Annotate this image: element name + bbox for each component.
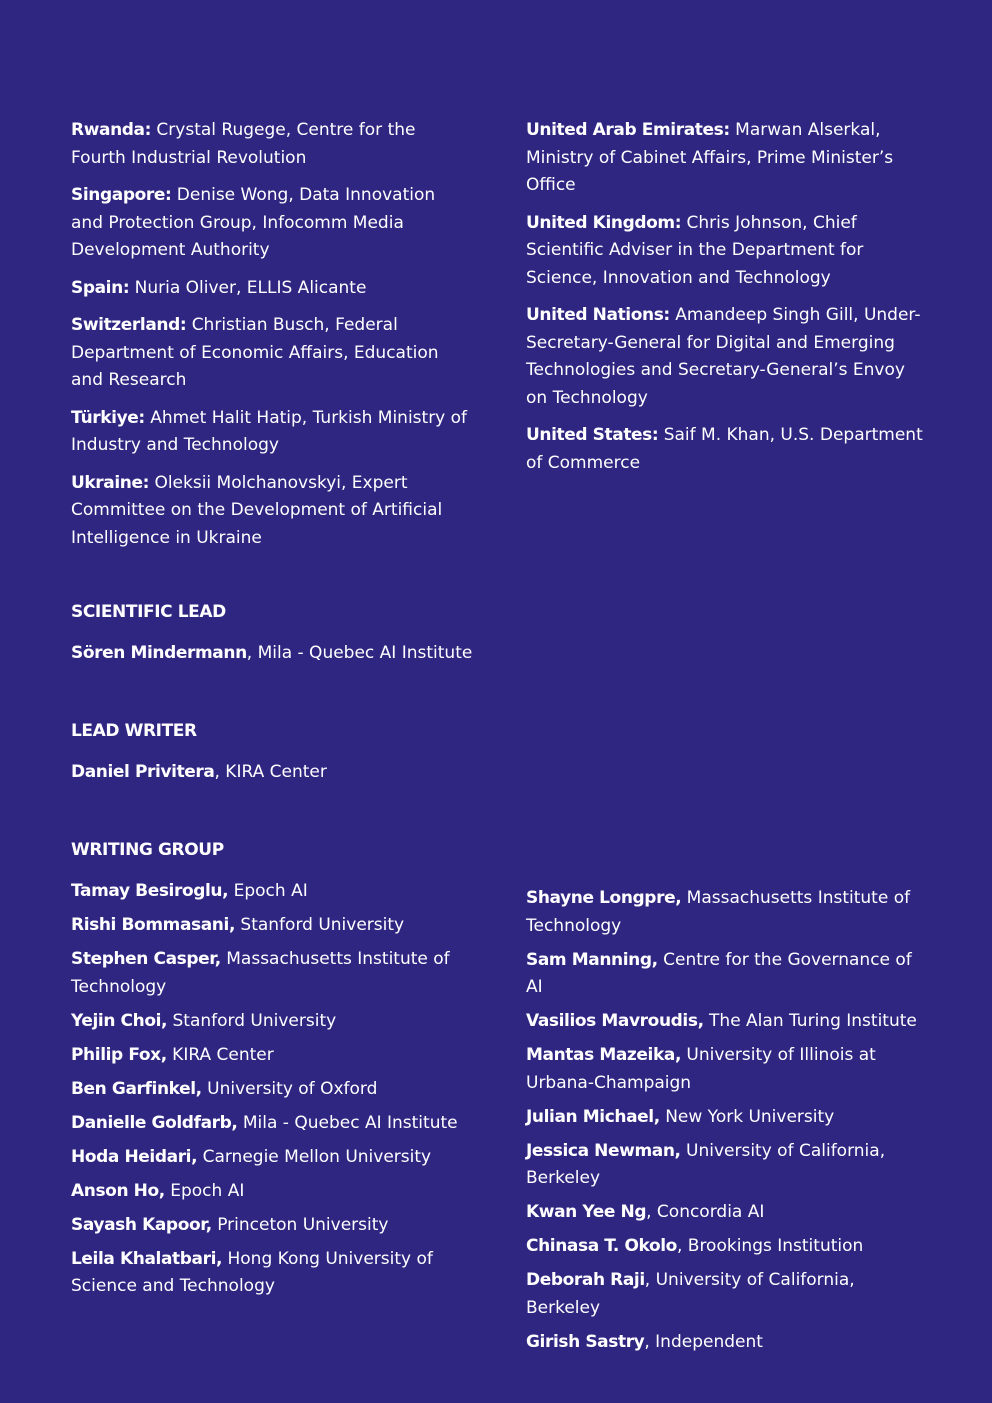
lead-writer-name: Daniel Privitera	[71, 762, 215, 782]
list-item	[526, 422, 926, 477]
list-item	[71, 1246, 471, 1301]
entry-name: Shayne Longpre,	[526, 888, 682, 908]
entry-affiliation: University of Oxford	[207, 1078, 378, 1099]
entry-affiliation: Hong Kong University of Science and Technology	[71, 1248, 433, 1296]
entry-name: Singapore:	[71, 185, 172, 205]
entry-affiliation: New York University	[665, 1106, 835, 1127]
list-item	[71, 1042, 471, 1070]
scientific-lead-entry	[71, 640, 531, 668]
entry-affiliation: Massachusetts Institute of Technology	[526, 888, 911, 936]
list-item	[526, 1329, 926, 1357]
entry-name: Deborah Raji	[526, 1270, 645, 1290]
entry-name: Ukraine:	[71, 472, 150, 493]
lead-writer-heading: LEAD WRITER	[71, 721, 197, 741]
entry-affiliation: , Concordia AI	[646, 1202, 765, 1222]
entry-name: United Nations:	[526, 305, 670, 325]
entry-name: Philip Fox,	[71, 1044, 167, 1065]
entry-affiliation: Oleksii Molchanovskyi, Expert Committee on the Development of Artificial Intelligence in Ukraine	[71, 472, 443, 548]
list-item	[526, 1233, 926, 1261]
entry-name: United States:	[526, 425, 659, 445]
entry-affiliation: Ahmet Halit Hatip, Turkish Ministry of Industry and Technology	[71, 407, 468, 455]
list-item	[526, 1042, 926, 1097]
list-item	[526, 117, 926, 200]
list-item	[71, 1144, 471, 1172]
list-item	[71, 117, 471, 172]
entry-name: Ben Garfinkel,	[71, 1078, 202, 1099]
entry-name: Türkiye:	[71, 407, 145, 428]
entry-affiliation: Stanford University	[240, 915, 405, 935]
list-item	[526, 1008, 926, 1036]
entry-affiliation: KIRA Center	[172, 1044, 274, 1065]
list-item	[71, 1076, 471, 1104]
entry-affiliation: , Brookings Institution	[676, 1236, 864, 1256]
entry-affiliation: Princeton University	[217, 1214, 389, 1235]
entry-affiliation: Stanford University	[172, 1010, 337, 1031]
country-reps-left	[71, 117, 471, 562]
entry-affiliation: Nuria Oliver, ELLIS Alicante	[134, 277, 367, 298]
entry-affiliation: The Alan Turing Institute	[709, 1011, 917, 1031]
list-item	[71, 182, 471, 265]
scientific-lead-heading: SCIENTIFIC LEAD	[71, 602, 226, 622]
entry-affiliation: Chris Johnson, Chief Scientific Adviser in the Department for Science, Innovation and Technology	[526, 212, 864, 288]
entry-affiliation: , University of California, Berkeley	[526, 1270, 855, 1318]
entry-name: Jessica Newman,	[526, 1140, 681, 1161]
list-item	[71, 878, 471, 906]
entry-affiliation: Christian Busch, Federal Department of Economic Affairs, Education and Research	[71, 315, 439, 390]
entry-affiliation: Crystal Rugege, Centre for the Fourth Industrial Revolution	[71, 120, 416, 168]
entry-affiliation: Massachusetts Institute of Technology	[71, 949, 450, 997]
entry-affiliation: University of Illinois at Urbana-Champaign	[526, 1045, 876, 1093]
entry-affiliation: Saif M. Khan, U.S. Department of Commerce	[526, 425, 923, 473]
entry-affiliation: , Independent	[644, 1331, 763, 1352]
scientific-lead-affiliation: , Mila - Quebec AI Institute	[246, 643, 473, 663]
list-item	[71, 1008, 471, 1036]
entry-affiliation: Marwan Alserkal, Ministry of Cabinet Affairs, Prime Minister’s Office	[526, 120, 894, 195]
entry-affiliation: Carnegie Mellon University	[202, 1146, 432, 1167]
entry-affiliation: Epoch AI	[170, 1180, 245, 1201]
list-item	[71, 275, 471, 303]
entry-affiliation: Centre for the Governance of AI	[526, 949, 912, 997]
entry-name: Sayash Kapoor,	[71, 1214, 212, 1235]
list-item	[71, 470, 471, 553]
entry-name: Anson Ho,	[71, 1180, 165, 1201]
entry-name: Switzerland:	[71, 315, 187, 335]
entry-name: Spain:	[71, 277, 130, 298]
entry-name: Hoda Heidari,	[71, 1146, 198, 1167]
country-reps-right	[526, 117, 926, 487]
entry-name: Girish Sastry	[526, 1331, 645, 1352]
entry-name: United Arab Emirates:	[526, 120, 730, 140]
entry-name: Yejin Choi,	[71, 1010, 168, 1031]
list-item	[526, 210, 926, 293]
list-item	[71, 312, 471, 395]
entry-name: United Kingdom:	[526, 212, 682, 233]
entry-name: Chinasa T. Okolo	[526, 1236, 677, 1256]
entry-name: Sam Manning,	[526, 949, 658, 970]
writing-group-right	[526, 885, 926, 1363]
entry-name: Leila Khalatbari,	[71, 1248, 223, 1269]
entry-name: Tamay Besiroglu,	[71, 881, 229, 901]
list-item	[71, 405, 471, 460]
entry-affiliation: Amandeep Singh Gill, Under-Secretary-General for Digital and Emerging Technologies and Secretary-General’s Envoy on Technology	[526, 305, 921, 408]
list-item	[526, 1104, 926, 1132]
list-item	[526, 1199, 926, 1227]
entry-affiliation: Mila - Quebec AI Institute	[242, 1112, 458, 1133]
list-item	[71, 1212, 471, 1240]
writing-group-left	[71, 878, 471, 1307]
list-item	[71, 946, 471, 1001]
scientific-lead-name: Sören Mindermann	[71, 643, 247, 663]
writing-group-heading: WRITING GROUP	[71, 840, 224, 860]
entry-name: Mantas Mazeika,	[526, 1045, 682, 1065]
entry-name: Kwan Yee Ng	[526, 1202, 647, 1222]
entry-name: Stephen Casper,	[71, 949, 221, 969]
list-item	[526, 1138, 926, 1193]
entry-name: Rwanda:	[71, 120, 152, 140]
list-item	[526, 302, 926, 412]
list-item	[71, 1110, 471, 1138]
entry-affiliation: Epoch AI	[233, 881, 308, 901]
list-item	[71, 912, 471, 940]
list-item	[526, 947, 926, 1002]
lead-writer-entry	[71, 759, 531, 787]
list-item	[71, 1178, 471, 1206]
entry-affiliation: Denise Wong, Data Innovation and Protection Group, Infocomm Media Development Authority	[71, 185, 436, 260]
entry-name: Julian Michael,	[526, 1106, 660, 1127]
list-item	[526, 1267, 926, 1322]
entry-affiliation: University of California, Berkeley	[526, 1140, 886, 1188]
lead-writer-affiliation: , KIRA Center	[214, 762, 327, 782]
entry-name: Vasilios Mavroudis,	[526, 1011, 704, 1031]
entry-name: Rishi Bommasani,	[71, 915, 235, 935]
entry-name: Danielle Goldfarb,	[71, 1112, 238, 1133]
list-item	[526, 885, 926, 940]
